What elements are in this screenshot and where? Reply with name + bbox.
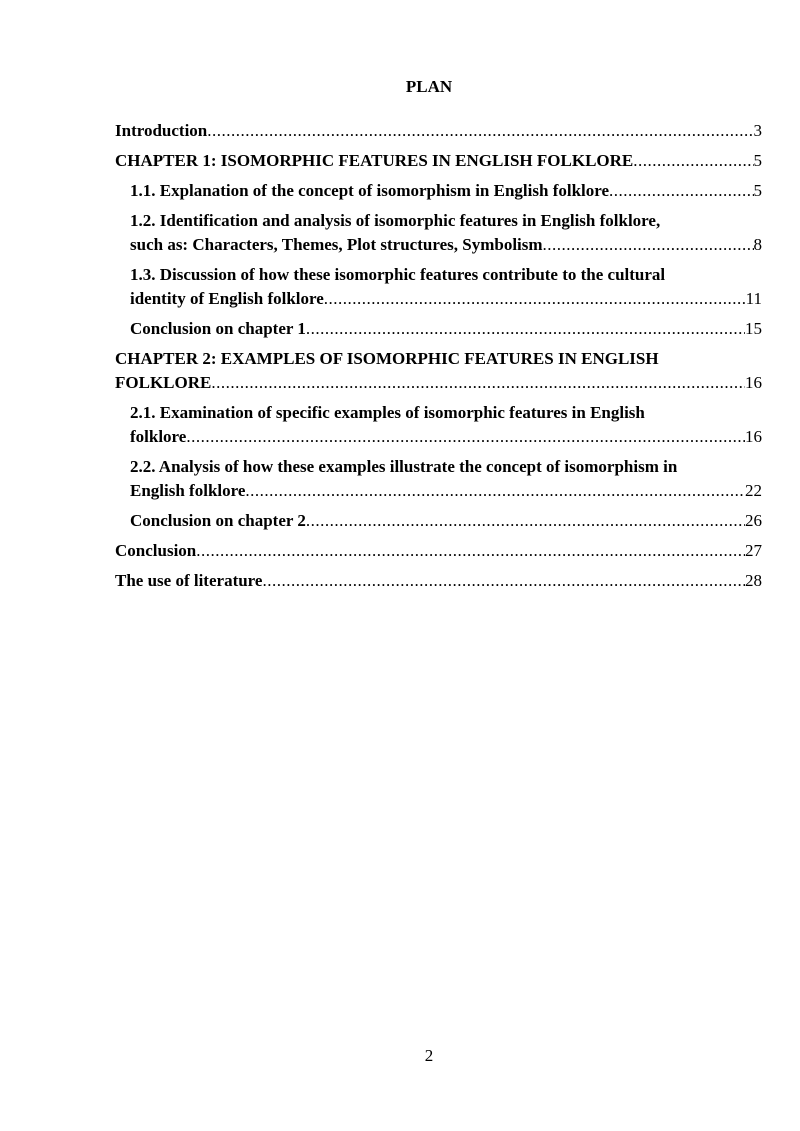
toc-page-number: 5 [753, 181, 762, 200]
toc-page-number: 15 [745, 319, 762, 338]
leader-dots [207, 119, 753, 143]
toc-entry-label-line: CHAPTER 2: EXAMPLES OF ISOMORPHIC FEATURES IN ENGLISH [115, 349, 659, 368]
toc-entry[interactable] [115, 317, 762, 341]
toc-page-number: 26 [745, 511, 762, 530]
table-of-contents [115, 119, 762, 599]
toc-page-number: 5 [753, 151, 762, 170]
toc-entry-label: Introduction [115, 121, 208, 140]
leader-dots [324, 287, 746, 311]
leader-dots [186, 425, 745, 449]
toc-page-number: 16 [745, 427, 762, 446]
toc-entry-label: Conclusion [115, 541, 197, 560]
toc-page-number: 16 [745, 373, 762, 392]
page-title: PLAN [405, 77, 453, 96]
toc-entry[interactable] [115, 179, 762, 203]
leader-dots [306, 317, 745, 341]
toc-entry-label: 1.1. Explanation of the concept of isomorphism in English folklore [130, 181, 610, 200]
leader-dots [306, 509, 745, 533]
toc-page-number: 8 [753, 235, 762, 254]
toc-entry[interactable] [115, 347, 762, 395]
toc-page-number: 22 [745, 481, 762, 500]
page-number: 2 [424, 1046, 434, 1065]
toc-entry-label-line: 1.3. Discussion of how these isomorphic features contribute to the cultural [130, 265, 666, 284]
toc-entry-label: Conclusion on chapter 1 [130, 319, 306, 338]
toc-entry-label: English folklore [130, 481, 246, 500]
toc-entry[interactable] [115, 539, 762, 563]
toc-page-number: 27 [745, 541, 762, 560]
toc-page-number: 28 [745, 571, 762, 590]
leader-dots [633, 149, 753, 173]
toc-entry-label: FOLKLORE [115, 373, 212, 392]
toc-page-number: 3 [753, 121, 762, 140]
toc-entry-label: Conclusion on chapter 2 [130, 511, 306, 530]
toc-entry[interactable] [115, 209, 762, 257]
toc-entry-label: such as: Characters, Themes, Plot structures, Symbolism [130, 235, 543, 254]
leader-dots [245, 479, 745, 503]
toc-entry[interactable] [115, 509, 762, 533]
toc-entry[interactable] [115, 149, 762, 173]
leader-dots [211, 371, 745, 395]
leader-dots [543, 233, 754, 257]
toc-entry[interactable] [115, 263, 762, 311]
toc-entry-label: The use of literature [115, 571, 263, 590]
toc-page-number: 11 [745, 289, 762, 308]
toc-entry[interactable] [115, 569, 762, 593]
toc-entry[interactable] [115, 455, 762, 503]
toc-entry-label: identity of English folklore [130, 289, 324, 308]
toc-entry-label-line: 1.2. Identification and analysis of isomorphic features in English folklore, [130, 211, 661, 230]
leader-dots [196, 539, 745, 563]
toc-entry[interactable] [115, 119, 762, 143]
leader-dots [609, 179, 753, 203]
toc-entry-label-line: 2.1. Examination of specific examples of isomorphic features in English [130, 403, 645, 422]
toc-entry-label: folklore [130, 427, 187, 446]
leader-dots [262, 569, 745, 593]
toc-entry[interactable] [115, 401, 762, 449]
toc-entry-label-line: 2.2. Analysis of how these examples illustrate the concept of isomorphism in [130, 457, 678, 476]
toc-entry-label: CHAPTER 1: ISOMORPHIC FEATURES IN ENGLISH FOLKLORE [115, 151, 634, 170]
